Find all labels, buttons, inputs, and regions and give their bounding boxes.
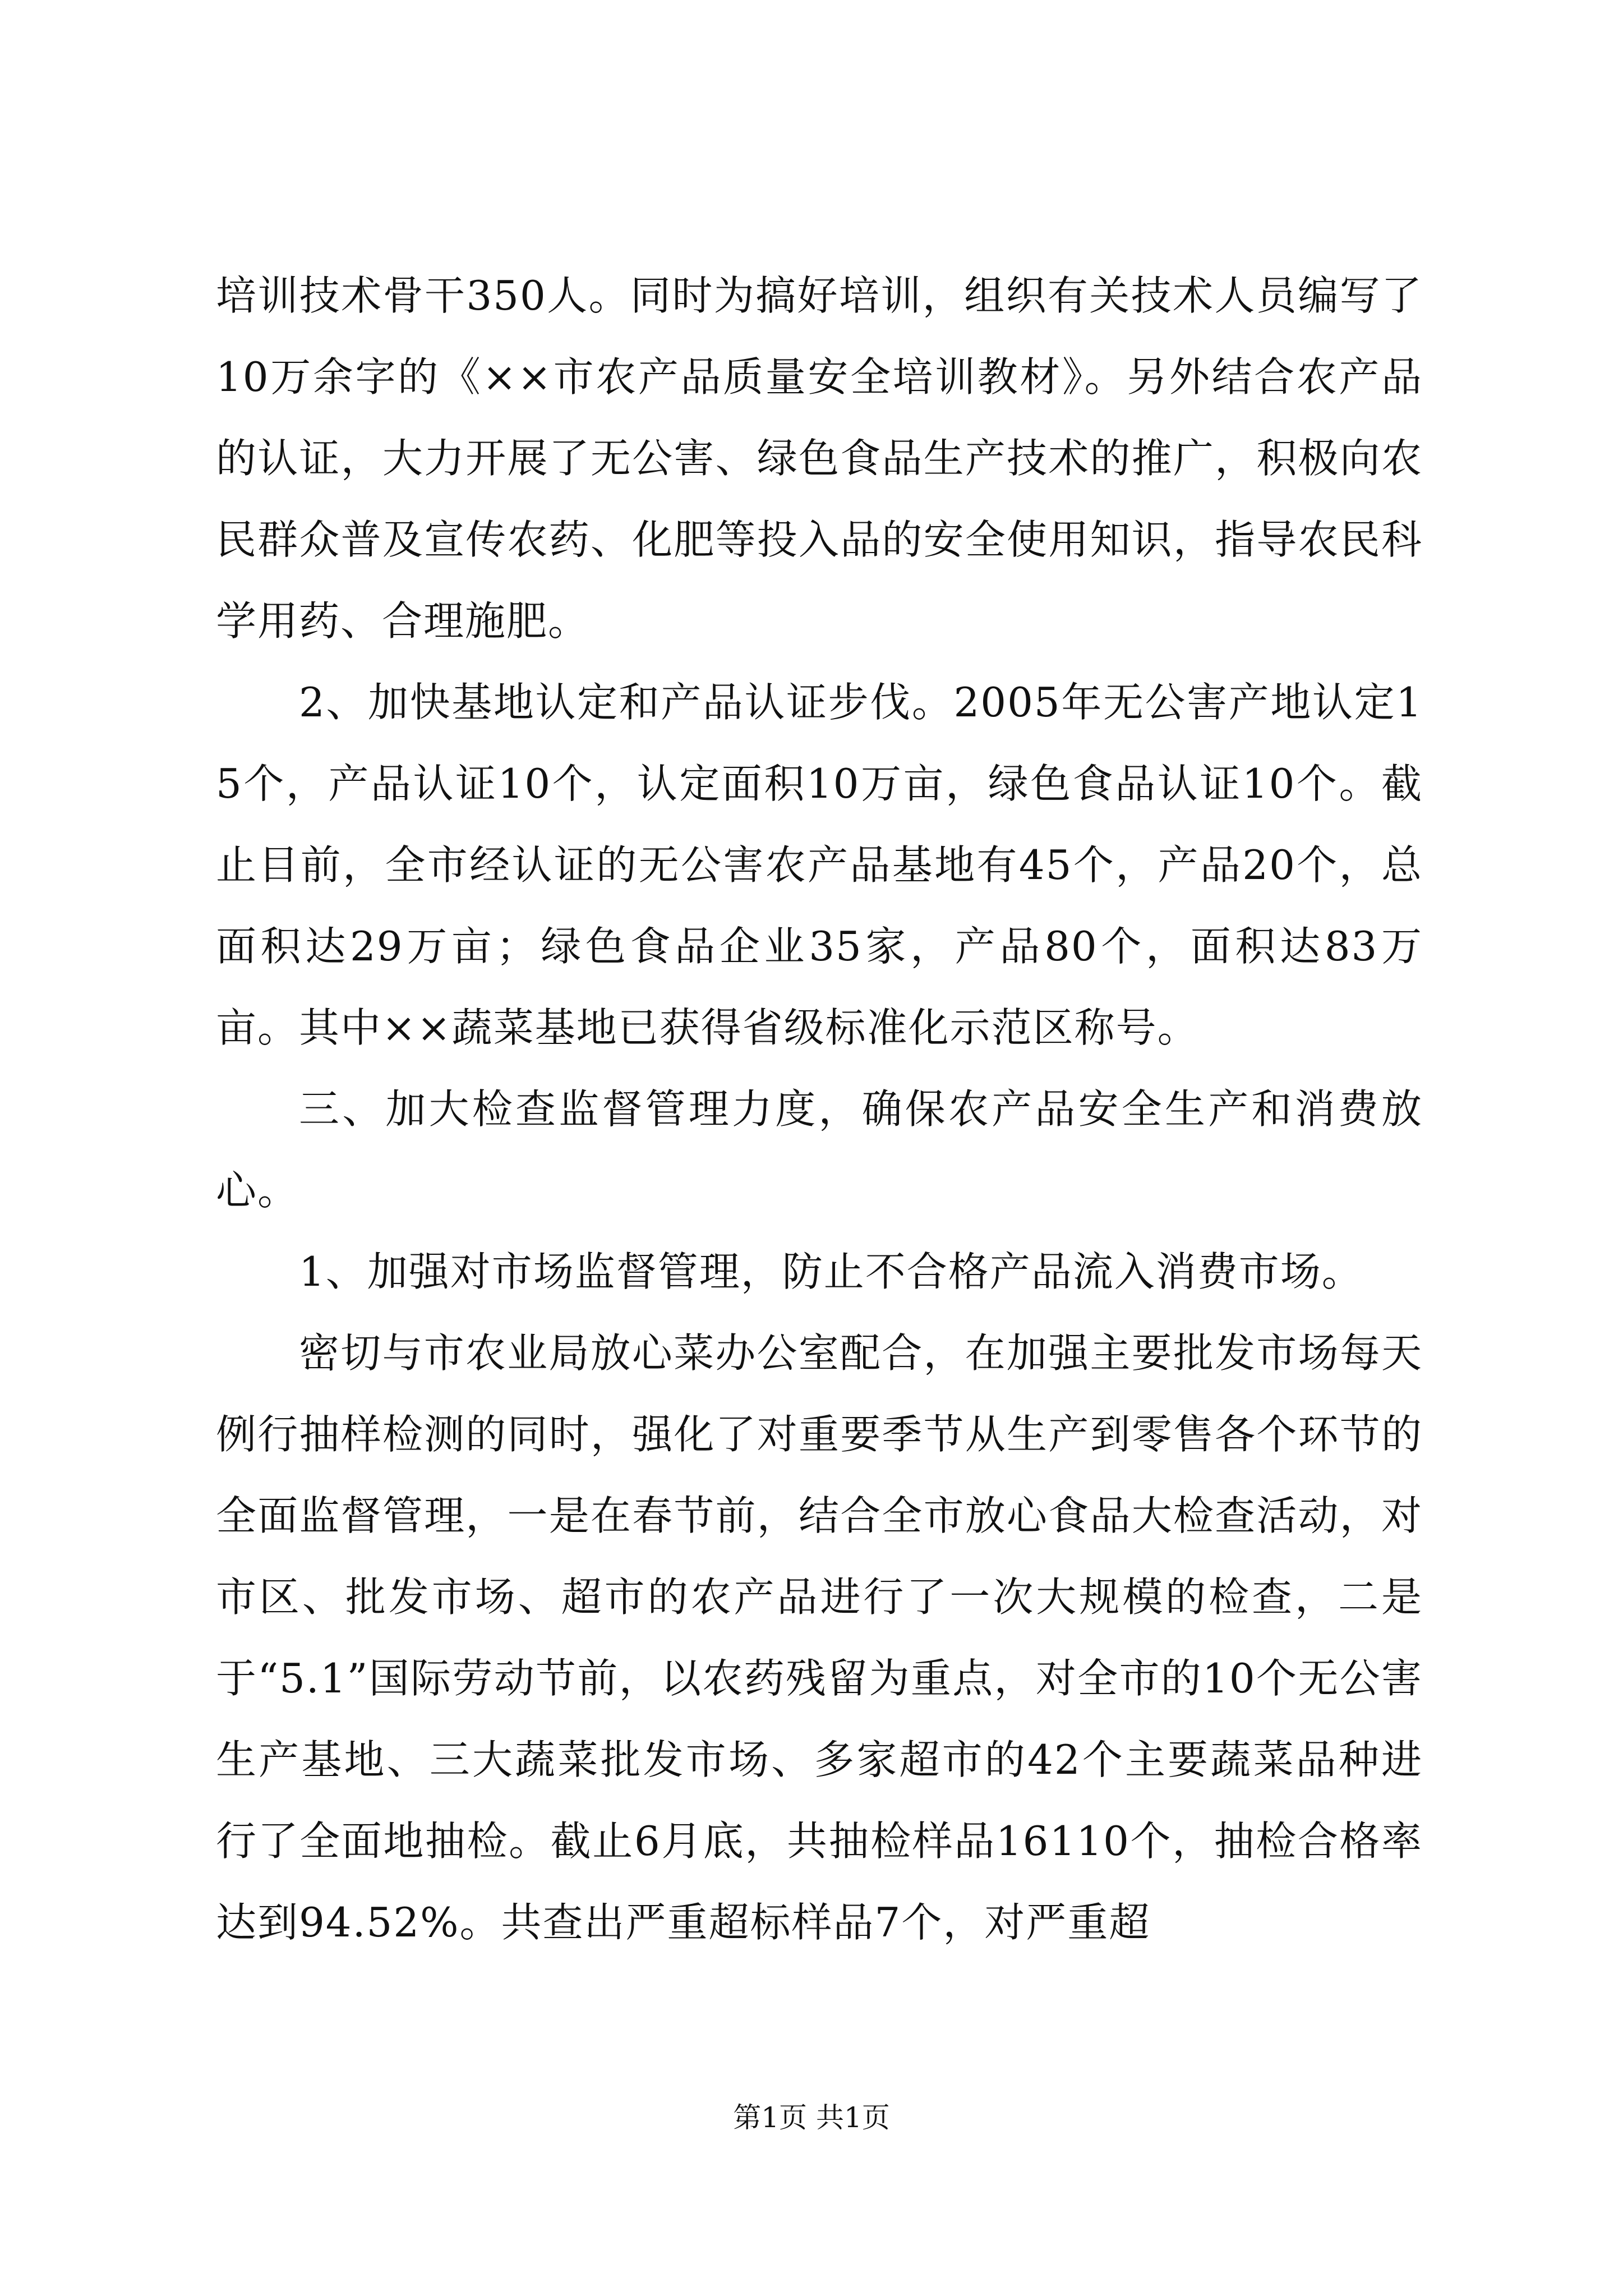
- document-body: [216, 255, 1423, 1963]
- paragraph-market-inspection: 密切与市农业局放心菜办公室配合，在加强主要批发市场每天例行抽样检测的同时，强化了对重要季节从生产到零售各个环节的全面监督管理，一是在春节前，结合全市放心食品大检查活动，对市区、批发市场、超市的农产品进行了一次大规模的检查，二是于“5.1”国际劳动节前，以农药残留为重点，对全市的10个无公害生产基地、三大蔬菜批发市场、多家超市的42个主要蔬菜品种进行了全面地抽检。截止6月底，共抽检样品16110个，抽检合格率达到94.52%。共查出严重超标样品7个，对严重超: [216, 1329, 1423, 1946]
- paragraph-certification: 2、加快基地认定和产品认证步伐。2005年无公害产地认定15个，产品认证10个，认定面积10万亩，绿色食品认证10个。截止目前，全市经认证的无公害农产品基地有45个，产品20个，总面积达29万亩；绿色食品企业35家，产品80个，面积达83万亩。其中××蔬菜基地已获得省级标准化示范区称号。: [216, 679, 1423, 1051]
- subheading-market-supervision: 1、加强对市场监督管理，防止不合格产品流入消费市场。: [299, 1248, 1363, 1295]
- paragraph-training: 培训技术骨干350人。同时为搞好培训，组织有关技术人员编写了10万余字的《××市农产品质量安全培训教材》。另外结合农产品的认证，大力开展了无公害、绿色食品生产技术的推广，积极向农民群众普及宣传农药、化肥等投入品的安全使用知识，指导农民科学用药、合理施肥。: [216, 272, 1423, 645]
- page-footer: 第1页 共1页: [733, 2101, 890, 2134]
- section-heading-supervision: 三、加大检查监督管理力度，确保农产品安全生产和消费放心。: [216, 1085, 1423, 1214]
